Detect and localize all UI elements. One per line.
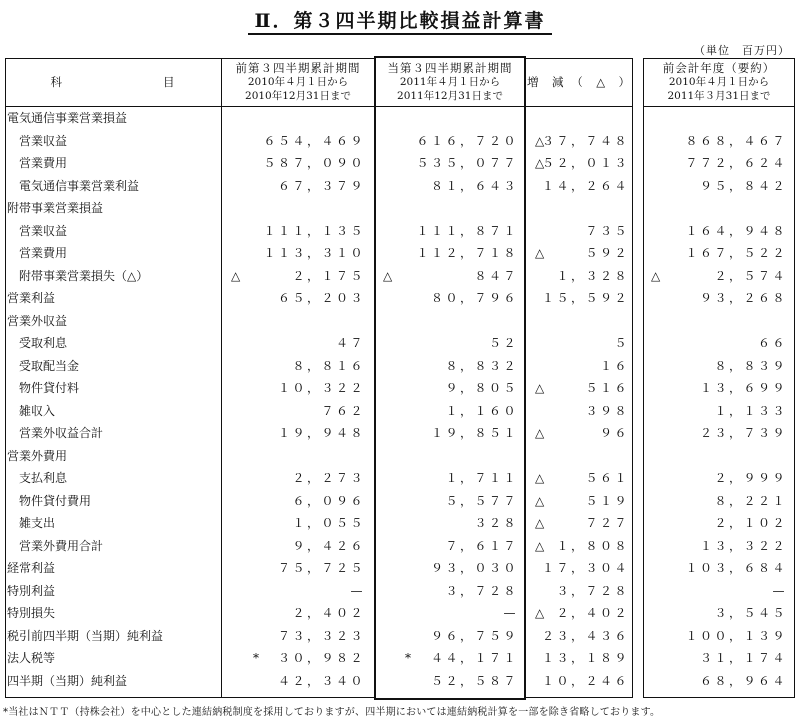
value-year: １，１３３ — [714, 403, 787, 418]
page-title: Ⅱ．第３四半期比較損益計算書 — [0, 6, 800, 33]
table-row — [5, 557, 795, 580]
value-diff: １０，２４６ — [541, 673, 629, 688]
table-row — [5, 152, 795, 175]
value-year: １００，１３９ — [685, 628, 787, 643]
table-row — [5, 175, 795, 198]
row-label: 営業収益 — [19, 133, 68, 148]
value-curr: ８，８３２ — [445, 358, 518, 373]
value-year: ８６８，４６７ — [685, 133, 787, 148]
value-diff: ５６１ — [585, 471, 629, 485]
value-prev: １０，３２２ — [277, 381, 365, 395]
value-year: １０３，６８４ — [685, 561, 787, 575]
value-prev: ７６２ — [321, 403, 365, 418]
value-curr: ９６，７５９ — [430, 628, 518, 643]
minus-triangle-mark: △ — [535, 471, 545, 485]
value-year: ７７２，６２４ — [685, 156, 787, 170]
value-diff: １３，１８９ — [541, 651, 629, 665]
minus-triangle-mark: △ — [535, 516, 545, 530]
value-curr: １，１６０ — [445, 403, 518, 418]
value-diff: ７３５ — [585, 223, 629, 238]
value-prev: ２，２７３ — [292, 471, 365, 485]
value-diff: ５２，０１３ — [541, 156, 629, 170]
value-curr: １１１，８７１ — [416, 223, 518, 238]
row-label: 雑収入 — [19, 403, 56, 418]
value-prev: １１３，３１０ — [263, 246, 365, 260]
value-curr: １，７１１ — [445, 471, 518, 485]
row-label: 電気通信事業営業損益 — [7, 111, 128, 125]
row-label: 営業外費用 — [7, 448, 68, 463]
value-diff: ２，４０２ — [556, 606, 629, 620]
header-item: 科 目 — [50, 75, 176, 89]
value-year: ２，９９９ — [714, 471, 787, 485]
row-label: 営業収益 — [19, 223, 68, 238]
value-curr: ３２８ — [474, 516, 518, 530]
minus-triangle-mark: △ — [383, 268, 393, 283]
value-diff: １，８０８ — [556, 538, 629, 553]
row-label: 物件貸付料 — [19, 381, 80, 395]
value-year: ２３，７３９ — [699, 426, 787, 440]
value-diff: ３，７２８ — [556, 583, 629, 598]
row-label: 営業費用 — [19, 156, 68, 170]
table-row — [5, 197, 795, 220]
value-year: ２，５７４ — [714, 268, 787, 283]
table-row — [5, 422, 795, 445]
value-year: ９３，２６８ — [699, 291, 787, 305]
value-year: ３，５４５ — [714, 606, 787, 620]
header-prev: 前第３四半期累計期間 2010年４月１日から 2010年12月31日まで — [235, 61, 361, 102]
value-prev: — — [350, 583, 365, 598]
value-curr: ８０，７９６ — [430, 291, 518, 305]
row-label: 経常利益 — [7, 561, 56, 575]
minus-triangle-mark: △ — [535, 538, 545, 553]
minus-triangle-mark: △ — [535, 381, 545, 395]
table-row — [5, 512, 795, 535]
minus-triangle-mark: △ — [535, 156, 545, 170]
value-prev: ７３，３２３ — [277, 628, 365, 643]
value-prev: ７５，７２５ — [277, 561, 365, 575]
value-diff: １４，２６４ — [541, 178, 629, 193]
value-curr: ５，５７７ — [445, 493, 518, 508]
value-prev: ２，４０２ — [292, 606, 365, 620]
value-curr: ７，６１７ — [445, 538, 518, 553]
value-curr: ５２ — [488, 336, 518, 350]
value-prev: ６，０９６ — [292, 493, 365, 508]
row-label: 特別損失 — [7, 606, 56, 620]
value-year: １３，６９９ — [699, 381, 787, 395]
value-year: ３１，１７４ — [699, 651, 787, 665]
row-label: 営業外収益合計 — [19, 426, 104, 440]
table-row — [5, 445, 795, 468]
row-label: 受取配当金 — [19, 358, 80, 373]
table-row — [5, 535, 795, 558]
table-row — [5, 332, 795, 355]
row-label: 支払利息 — [19, 471, 68, 485]
minus-triangle-mark: △ — [231, 268, 241, 283]
value-diff: ７２７ — [585, 516, 629, 530]
row-label: 税引前四半期（当期）純利益 — [7, 628, 164, 643]
footnote: *当社はＮＴＴ（持株会社）を中心とした連結納税制度を採用しておりますが、四半期においては連結納税計算を一部を除き省略しております。 — [3, 707, 661, 718]
table-row — [5, 287, 795, 310]
minus-triangle-mark: △ — [535, 426, 545, 440]
row-label: 営業外費用合計 — [19, 538, 104, 553]
table-row — [5, 220, 795, 243]
value-year: ２，１０２ — [714, 516, 787, 530]
value-year: ６８，９６４ — [699, 673, 787, 688]
table-row — [5, 310, 795, 333]
value-diff: ５１６ — [585, 381, 629, 395]
value-curr: ６１６，７２０ — [416, 133, 518, 148]
unit-label: （単位 百万円） — [694, 44, 790, 57]
value-year: １６４，９４８ — [685, 223, 787, 238]
value-prev: ３０，９８２ — [277, 651, 365, 665]
value-diff: １７，３０４ — [541, 561, 629, 575]
value-diff: １６ — [599, 358, 629, 373]
row-label: 法人税等 — [7, 651, 56, 665]
value-year: ８，２２１ — [714, 493, 787, 508]
value-prev: ４２，３４０ — [277, 673, 365, 688]
value-prev: １，０５５ — [292, 516, 365, 530]
value-curr: ５３５，０７７ — [416, 156, 518, 170]
value-diff: ５１９ — [585, 493, 629, 508]
value-prev: ６５，２０３ — [277, 291, 365, 305]
value-year: １６７，５２２ — [685, 246, 787, 260]
value-year: ８，８３９ — [714, 358, 787, 373]
value-curr: １１２，７１８ — [416, 246, 518, 260]
header-year: 前会計年度（要約） 2010年４月１日から 2011年３月31日まで — [662, 61, 776, 102]
minus-triangle-mark: △ — [535, 246, 545, 260]
value-diff: １，３２８ — [556, 268, 629, 283]
value-year: ６６ — [757, 336, 787, 350]
value-curr: ９，８０５ — [445, 381, 518, 395]
row-label: 附帯事業営業損失（△） — [19, 268, 149, 283]
value-year: ９５，８４２ — [699, 178, 787, 193]
value-diff: ５ — [614, 336, 629, 350]
value-prev: ２，１７５ — [292, 268, 365, 283]
header-diff: 増 減 （ △ ） — [526, 75, 632, 89]
table-row — [5, 580, 795, 603]
value-year: １３，３２２ — [699, 538, 787, 553]
table-row — [5, 107, 795, 130]
value-prev: ９，４２６ — [292, 538, 365, 553]
value-prev: ４７ — [335, 336, 365, 350]
value-prev: ６５４，４６９ — [263, 133, 365, 148]
value-curr: ３，７２８ — [445, 583, 518, 598]
value-prev: １９，９４８ — [277, 426, 365, 440]
value-diff: ９６ — [599, 426, 629, 440]
row-label: 特別利益 — [7, 583, 56, 598]
value-curr: — — [503, 606, 518, 620]
table-row — [5, 242, 795, 265]
value-diff: ３７，７４８ — [541, 133, 629, 148]
table-row — [5, 602, 795, 625]
table-row — [5, 625, 795, 648]
row-label: 物件貸付費用 — [19, 493, 92, 508]
asterisk-mark: * — [253, 651, 259, 665]
value-curr: ５２，５８７ — [430, 673, 518, 688]
value-diff: ２３，４３６ — [541, 628, 629, 643]
value-curr: １９，８５１ — [430, 426, 518, 440]
minus-triangle-mark: △ — [651, 268, 661, 283]
value-diff: ５９２ — [585, 246, 629, 260]
value-diff: １５，５９２ — [541, 291, 629, 305]
row-label: 四半期（当期）純利益 — [7, 673, 128, 688]
header-current: 当第３四半期累計期間 2011年４月１日から 2011年12月31日まで — [387, 61, 513, 102]
value-diff: ３９８ — [585, 403, 629, 418]
minus-triangle-mark: △ — [535, 493, 545, 508]
table-row — [5, 355, 795, 378]
value-year: — — [772, 583, 787, 598]
value-prev: ８，８１６ — [292, 358, 365, 373]
minus-triangle-mark: △ — [535, 606, 545, 620]
value-curr: ９３，０３０ — [430, 561, 518, 575]
value-curr: ８４７ — [474, 268, 518, 283]
row-label: 営業外収益 — [7, 313, 68, 328]
value-prev: １１１，１３５ — [263, 223, 365, 238]
table-row — [5, 670, 795, 693]
asterisk-mark: * — [405, 651, 411, 665]
value-curr: ４４，１７１ — [430, 651, 518, 665]
row-label: 受取利息 — [19, 336, 68, 350]
row-label: 営業利益 — [7, 291, 56, 305]
row-label: 営業費用 — [19, 246, 68, 260]
table-row — [5, 400, 795, 423]
table-row — [5, 490, 795, 513]
row-label: 雑支出 — [19, 516, 56, 530]
minus-triangle-mark: △ — [535, 133, 545, 148]
row-label: 附帯事業営業損益 — [7, 201, 104, 215]
value-curr: ８１，６４３ — [430, 178, 518, 193]
table-row — [5, 130, 795, 153]
table-row — [5, 377, 795, 400]
table-row — [5, 265, 795, 288]
table-row — [5, 647, 795, 670]
row-label: 電気通信事業営業利益 — [19, 178, 140, 193]
value-prev: ６７，３７９ — [277, 178, 365, 193]
value-prev: ５８７，０９０ — [263, 156, 365, 170]
table-row — [5, 467, 795, 490]
